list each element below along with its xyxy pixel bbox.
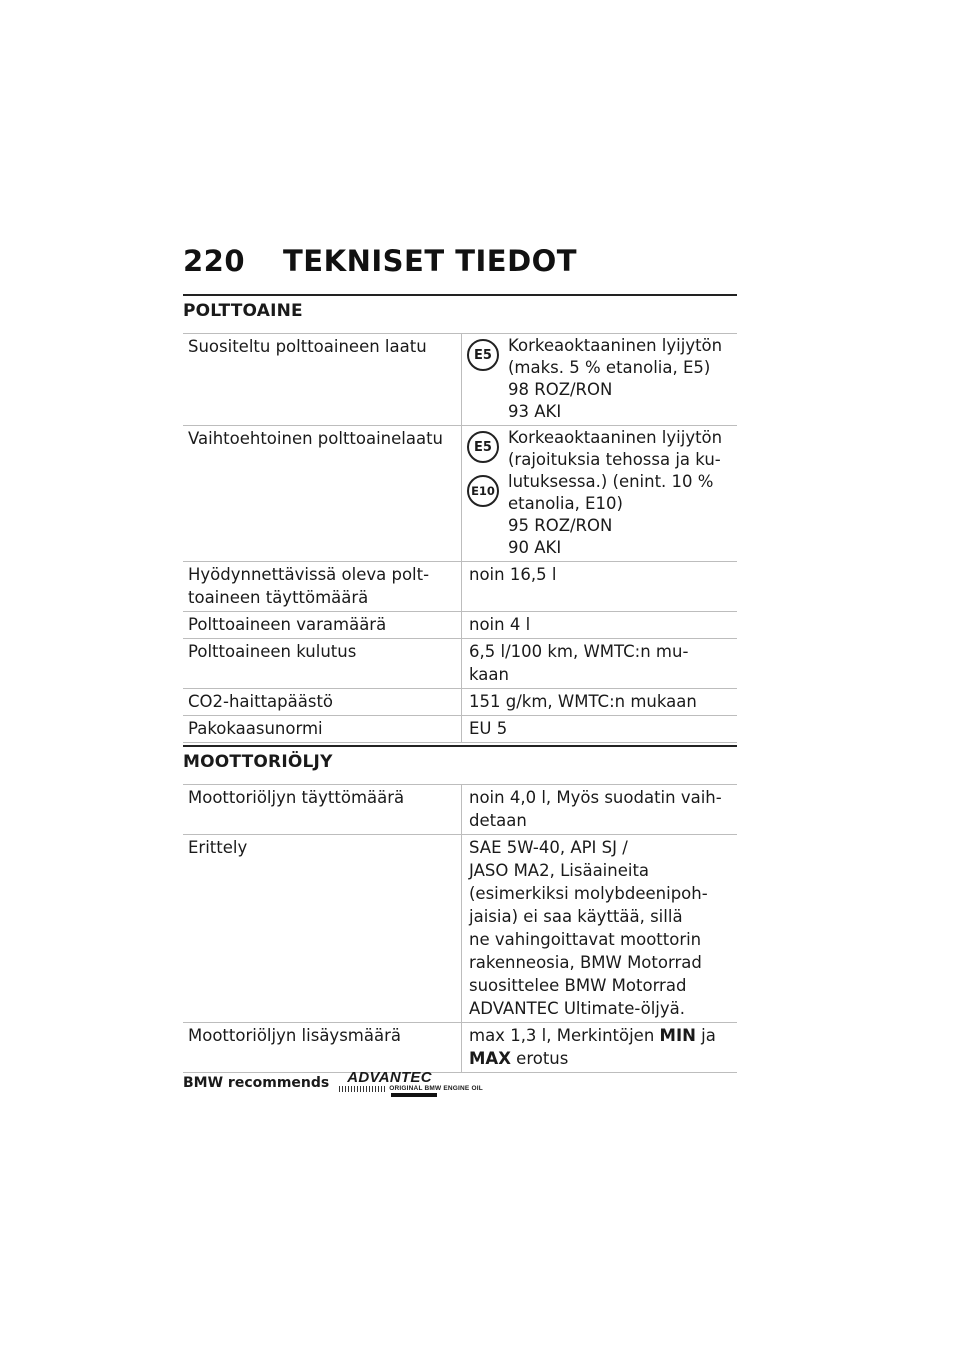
engine-oil-spec-table <box>183 784 737 1073</box>
logo-ticks <box>339 1086 387 1092</box>
oil-top-up-value <box>462 1023 738 1073</box>
value-line: 90 AKI <box>508 538 562 557</box>
page-number: 220 <box>183 244 246 278</box>
fuel-section-title: POLTTOAINE <box>183 294 737 323</box>
co2-emission-label: CO2-haittapäästö <box>188 692 334 711</box>
oil-specification-label: Erittely <box>188 838 248 857</box>
value-text: ja <box>695 1026 716 1045</box>
fuel-section <box>183 294 737 743</box>
reserve-fuel-label: Polttoaineen varamäärä <box>188 615 387 634</box>
table-row <box>183 639 737 689</box>
table-row <box>183 1023 737 1073</box>
table-row <box>183 612 737 639</box>
table-row <box>183 785 737 835</box>
table-row <box>183 562 737 612</box>
value-line: Korkeaoktaaninen lyijytön <box>508 428 723 447</box>
logo-bar <box>391 1093 437 1097</box>
recommended-fuel-label: Suositeltu polttoaineen laatu <box>188 337 427 356</box>
value-line: (rajoituksia tehossa ja ku- <box>508 450 721 469</box>
engine-oil-section <box>183 745 737 1073</box>
table-row <box>183 835 737 1023</box>
value-line: Korkeaoktaaninen lyijytön <box>508 336 723 355</box>
usable-fuel-label: Hyödynnettävissä oleva polt- toaineen täyttömäärä <box>188 565 430 607</box>
reserve-fuel-value: noin 4 l <box>462 612 738 639</box>
engine-oil-section-title: MOOTTORIÖLJY <box>183 745 737 774</box>
value-text: max 1,3 l, Merkintöjen <box>469 1026 660 1045</box>
advantec-tagline: ORIGINAL BMW ENGINE OIL <box>389 1085 483 1092</box>
value-line: (maks. 5 % etanolia, E5) <box>508 358 711 377</box>
e5-fuel-icon: E5 <box>467 431 499 463</box>
value-line: 93 AKI <box>508 402 562 421</box>
alternative-fuel-label: Vaihtoehtoinen polttoainelaatu <box>188 429 444 448</box>
emission-standard-label: Pakokaasunormi <box>188 719 323 738</box>
oil-capacity-value: noin 4,0 l, Myös suodatin vaih- detaan <box>462 785 738 835</box>
fuel-badges <box>467 427 508 519</box>
table-row <box>183 689 737 716</box>
oil-top-up-label: Moottoriöljyn lisäysmäärä <box>188 1026 401 1045</box>
value-line: lutuksessa.) (enint. 10 % <box>508 472 714 491</box>
max-mark: MAX <box>469 1049 511 1068</box>
min-mark: MIN <box>659 1026 696 1045</box>
advantec-logo <box>339 1070 483 1097</box>
table-row <box>183 334 737 426</box>
value-line: 95 ROZ/RON <box>508 516 613 535</box>
value-line: etanolia, E10) <box>508 494 623 513</box>
fuel-consumption-value: 6,5 l/100 km, WMTC:n mu- kaan <box>462 639 738 689</box>
bmw-recommends-footer <box>183 1070 483 1097</box>
chapter-title: TEKNISET TIEDOT <box>283 244 578 278</box>
fuel-spec-table <box>183 333 737 743</box>
oil-specification-value: SAE 5W-40, API SJ / JASO MA2, Lisäaineita (esimerkiksi molybdeenipoh- jaisia) ei saa käyttää, sillä ne vahingoittavat moottorin rakenneosia, BMW Motorrad suosittelee BMW Motorrad ADVANTEC Ultimate-öljyä. <box>462 835 738 1023</box>
e10-fuel-icon: E10 <box>467 475 499 507</box>
page-header <box>183 244 577 278</box>
oil-capacity-label: Moottoriöljyn täyttömäärä <box>188 788 405 807</box>
value-line: 98 ROZ/RON <box>508 380 613 399</box>
table-row <box>183 426 737 562</box>
fuel-badges <box>467 335 508 383</box>
e5-fuel-icon: E5 <box>467 339 499 371</box>
fuel-consumption-label: Polttoaineen kulutus <box>188 642 357 661</box>
co2-emission-value: 151 g/km, WMTC:n mukaan <box>462 689 738 716</box>
bmw-recommends-text: BMW recommends <box>183 1075 330 1091</box>
alternative-fuel-value <box>508 427 732 559</box>
recommended-fuel-value <box>508 335 732 423</box>
usable-fuel-value: noin 16,5 l <box>462 562 738 612</box>
advantec-brand: ADVANTEC <box>347 1069 432 1086</box>
table-row <box>183 716 737 743</box>
emission-standard-value: EU 5 <box>462 716 738 743</box>
value-text: erotus <box>510 1049 569 1068</box>
